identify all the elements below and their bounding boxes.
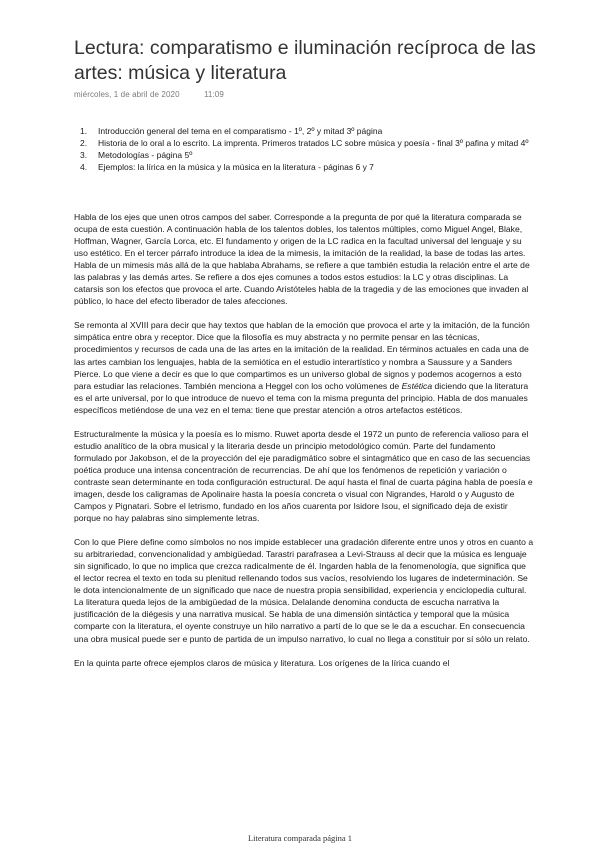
page-footer: Literatura comparada página 1 [247,833,353,843]
outline-text: Introducción general del tema en el comparatismo - 1º, 2º y mitad 3º página [98,126,383,136]
outline-number: 2. [80,138,88,148]
outline-text: Historia de lo oral a lo escrito. La imprenta. Primeros tratados LC sobre música y poesía - final 3º pafina y mitad 4º [98,138,529,148]
paragraph-2-before: Se remonta al XVIII para decir que hay textos que hablan de la emoción que provoca el arte y la imitación, de la función simpática entre obra y receptor. Dice que la filosofía es muy abstracta y no permite pensar en las técnicas, procedimientos y recursos de cada una de las artes en la imitación de la realidad. En términos actuales en cada una de las artes cambian los lenguajes, habla de la semiótica en el estudio interartístico y nombra a Saussure y a Sanders Pierce. Lo que viene a decir es que lo que compartimos es un universo global de signos y podemos acogernos a esto para estudiar las relaciones. También menciona a Heggel con los ocho volúmenes de [74,320,530,391]
page-timestamp [74,90,224,99]
outline-text: Ejemplos: la lírica en la música y la música en la literatura - páginas 6 y 7 [98,162,374,172]
note-body [74,211,534,681]
italic-title-estetica: Estética [401,380,433,391]
outline-item [80,137,530,149]
paragraph-5: En la quinta parte ofrece ejemplos claros de música y literatura. Los orígenes de la lírica cuando el [74,657,450,668]
outline-list [80,125,530,173]
outline-number: 3. [80,150,88,160]
paragraph-4: Con lo que Piere define como símbolos no nos impide establecer una gradación diferente entre unos y otros en cuanto a su arbitrariedad, convencionalidad y ambigüedad. Tarastri parafrasea a Levi-Strauss al decir que la música es lenguaje sin significado, lo que no implica que crezca radicalmente de él. Ingarden habla de la fenomenología, que significa que el lector recrea el texto en toda su plenitud rellenando todos sus vacíos, resolviendo los lugares de indeterminación. Se le dota intencionalmente de un significado que nace de nuestra propia sensibilidad, experiencia y enciclopedia cultural. La literatura queda lejos de la ambigüedad de la música. Delalande denomina conducta de escucha narrativa la justificación de la diégesis y una narrativa musical. Se habla de una dimensión sintáctica y temporal que la música comparte con la literatura, el oyente construye un hilo narrativo a partí de lo que se le da a escuchar. En consecuencia una obra musical puede ser e punto de partida de un impulso narrativo, lo cual no llega a constituir por sí sólo un relato. [74,537,534,644]
paragraph-3: Estructuralmente la música y la poesía es lo mismo. Ruwet aporta desde el 1972 un punto de referencia valioso para el estudio analítico de la obra musical y la literaria desde un principio metodológico común. Parte del fundamento formulado por Jakobson, el de la proyección del eje paradigmático sobre el sintagmático que en caso de las secuencias poética produce una intensa concentración de recurrencias. De ahí que los fenómenos de repetición y variación o contraste sean determinante en toda configuración estructural. De aquí hasta el final de cuarta página habla de poesía e imagen, desde los caligramas de Apolinaire hasta la poesía concreta o visual con Nigrandes, Harold o y Augusto de Campos y Pignatari. Sobre el letrismo, fundado en los años cuarenta por Isidore Isou, el significado deja de existir porque no hay palabras sino simplemente letras. [74,428,533,524]
paragraph-1: Habla de los ejes que unen otros campos del saber. Corresponde a la pregunta de por qué la literatura comparada se ocupa de esta cuestión. A continuación habla de los talentos dobles, los talentos múltiples, como Miguel Angel, Blake, Hoffman, Wagner, García Lorca, etc. El fundamento y origen de la LC radica en la facultad universal del lenguaje y su uso estético. En el tercer párrafo introduce la idea de la mimesis, la imitación de la realidad, la base de todas las artes. Habla de un mimesis más allá de la que hablaba Abrahams, se refiere a que también estudia la relación entre el arte de las palabras y las demás artes. Se refiere a dos ejes comunes a todos estos estudios: la LC y otras disciplinas. La catarsis son los efectos que provoca el arte. Cuando Aristóteles habla de la tragedia y de las emociones que invaden al público, lo hace del efecto liberador de tales afecciones. [74,212,530,307]
outline-text: Metodologías - página 5º [98,150,193,160]
paragraph-2-after: diciendo que la literatura es el arte universal, por lo que introduce de nuevo el tema con la misma pregunta del principio. Habla de dos manuales específicos metiéndose de una vez en el tema: tiene que prestar atención a otros artefactos estéticos. [74,380,529,415]
paragraph-2 [74,319,534,415]
outline-number: 4. [80,162,88,172]
outline-item [80,161,530,173]
outline-item [80,149,530,161]
outline-item [80,125,530,137]
page-time: 11:09 [203,90,224,99]
page-date: miércoles, 1 de abril de 2020 [74,90,180,99]
page-title: Lectura: comparatismo e iluminación recíproca de las artes: música y literatura [74,37,536,84]
outline-number: 1. [80,126,88,136]
